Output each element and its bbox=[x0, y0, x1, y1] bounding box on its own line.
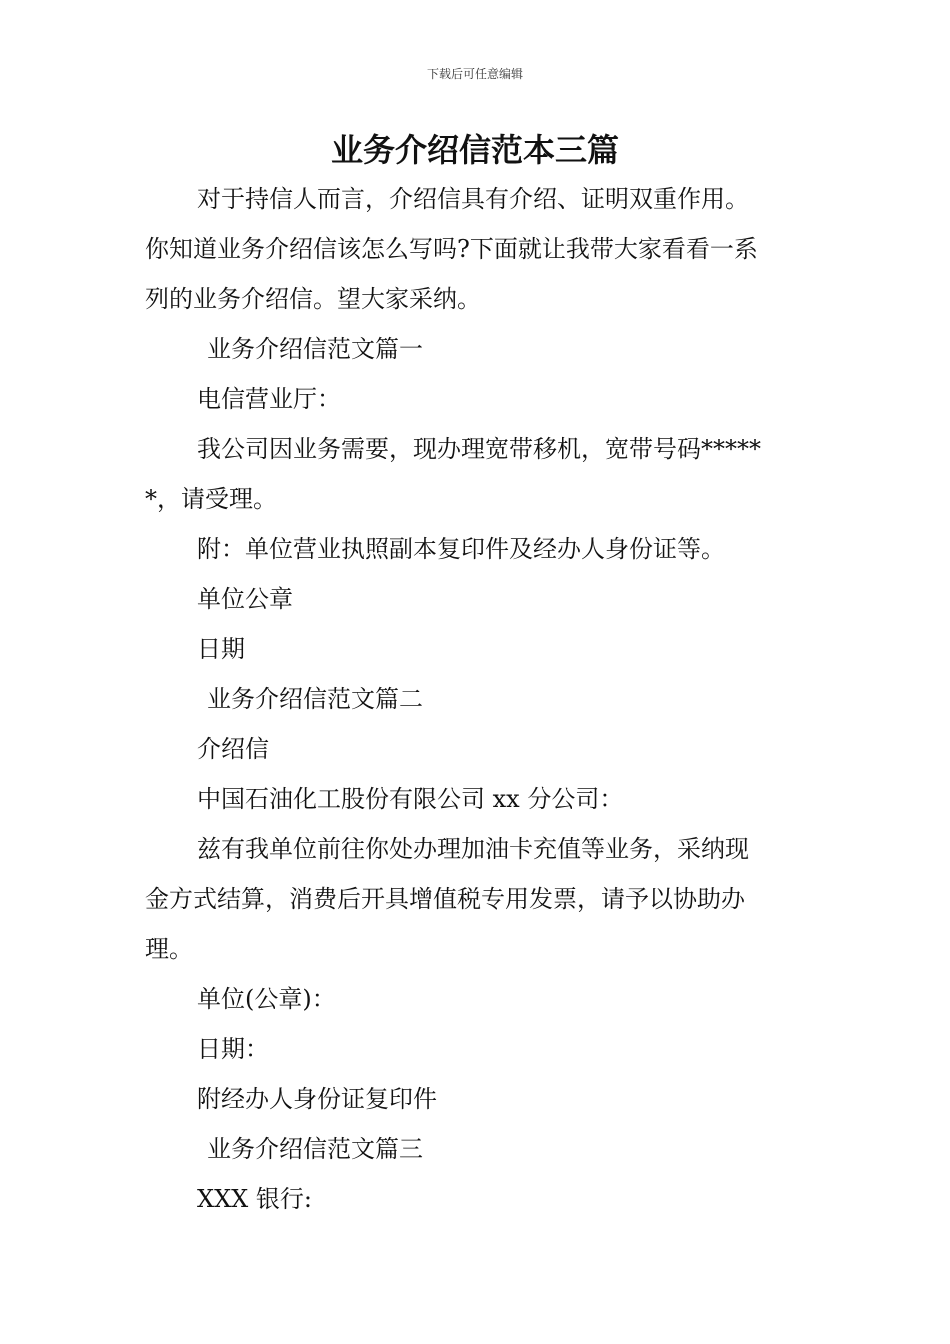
letter1-body-line-2: *，请受理。 bbox=[145, 485, 277, 513]
download-note: 下载后可任意编辑 bbox=[426, 67, 523, 81]
document-title: 业务介绍信范本三篇 bbox=[330, 131, 619, 169]
letter2-title: 介绍信 bbox=[197, 735, 269, 763]
intro-line-1: 对于持信人而言，介绍信具有介绍、证明双重作用。 bbox=[197, 185, 749, 213]
letter1-date: 日期 bbox=[197, 635, 245, 663]
letter2-recipient: 中国石油化工股份有限公司 xx 分公司： bbox=[197, 785, 624, 813]
section-heading-2: 业务介绍信范文篇二 bbox=[207, 685, 423, 713]
letter2-body-line-1: 兹有我单位前往你处办理加油卡充值等业务，采纳现 bbox=[197, 835, 749, 863]
letter1-body-line-1: 我公司因业务需要，现办理宽带移机，宽带号码***** bbox=[197, 435, 761, 463]
letter2-attachment: 附经办人身份证复印件 bbox=[197, 1085, 437, 1113]
letter3-recipient: XXX 银行: bbox=[197, 1185, 312, 1213]
letter2-date: 日期： bbox=[197, 1035, 269, 1063]
letter2-seal: 单位(公章)： bbox=[197, 985, 336, 1013]
letter2-body-line-3: 理。 bbox=[145, 935, 193, 963]
letter1-attachment: 附：单位营业执照副本复印件及经办人身份证等。 bbox=[197, 535, 725, 563]
intro-line-2: 你知道业务介绍信该怎么写吗?下面就让我带大家看看一系 bbox=[145, 235, 758, 263]
intro-line-3: 列的业务介绍信。望大家采纳。 bbox=[145, 285, 481, 313]
letter2-body-line-2: 金方式结算，消费后开具增值税专用发票，请予以协助办 bbox=[145, 885, 745, 913]
letter1-recipient: 电信营业厅： bbox=[197, 385, 341, 413]
letter1-seal: 单位公章 bbox=[197, 585, 293, 613]
section-heading-3: 业务介绍信范文篇三 bbox=[207, 1135, 423, 1163]
section-heading-1: 业务介绍信范文篇一 bbox=[207, 335, 423, 363]
